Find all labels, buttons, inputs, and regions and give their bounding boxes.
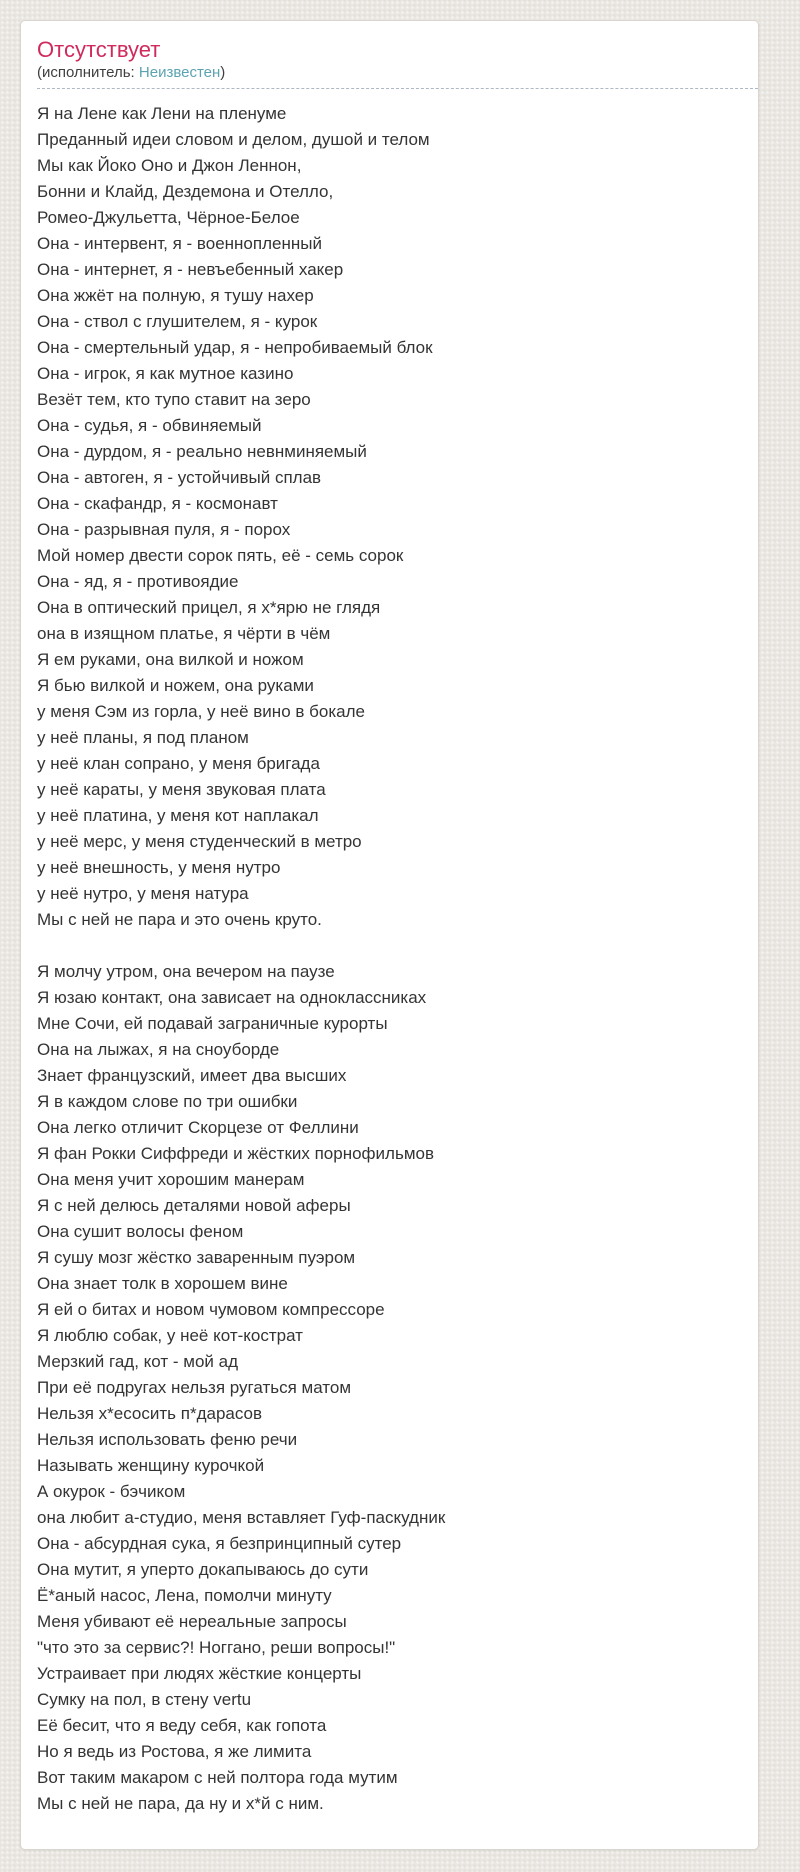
lyric-line: Она - абсурдная сука, я безпринципный сутер bbox=[37, 1534, 402, 1553]
lyric-line: Она меня учит хорошим манерам bbox=[37, 1170, 305, 1189]
lyric-line: Мерзкий гад, кот - мой ад bbox=[37, 1352, 239, 1371]
lyric-line: Я сушу мозг жёстко заваренным пуэром bbox=[37, 1248, 356, 1267]
lyric-line: Ё*аный насос, Лена, помолчи минуту bbox=[37, 1586, 332, 1605]
lyric-line: у неё клан сопрано, у меня бригада bbox=[37, 754, 320, 773]
lyric-line: Она жжёт на полную, я тушу нахер bbox=[37, 286, 314, 305]
lyric-line: Называть женщину курочкой bbox=[37, 1456, 265, 1475]
lyric-line: у неё планы, я под планом bbox=[37, 728, 249, 747]
lyric-line: А окурок - бэчиком bbox=[37, 1482, 186, 1501]
lyric-line: Сумку на пол, в стену vertu bbox=[37, 1690, 252, 1709]
lyric-line: Мы как Йоко Оно и Джон Леннон, bbox=[37, 156, 302, 175]
lyric-line: Она - интернет, я - невъебенный хакер bbox=[37, 260, 344, 279]
artist-close-paren: ) bbox=[220, 64, 226, 81]
lyric-line: Я с ней делюсь деталями новой аферы bbox=[37, 1196, 351, 1215]
lyric-line: Я люблю собак, у неё кот-кострат bbox=[37, 1326, 303, 1345]
artist-line bbox=[37, 64, 758, 82]
lyric-line: Везёт тем, кто тупо ставит на зеро bbox=[37, 390, 311, 409]
lyric-line: Она - яд, я - противоядие bbox=[37, 572, 239, 591]
lyric-line: Она - игрок, я как мутное казино bbox=[37, 364, 294, 383]
lyric-line: у неё нутро, у меня натура bbox=[37, 884, 249, 903]
lyric-line: Она - автоген, я - устойчивый сплав bbox=[37, 468, 322, 487]
lyric-line: Я молчу утром, она вечером на паузе bbox=[37, 962, 335, 981]
lyric-line: Знает французский, имеет два высших bbox=[37, 1066, 347, 1085]
page-title: Отсутствует bbox=[37, 37, 161, 62]
lyric-line: Ромео-Джульетта, Чёрное-Белое bbox=[37, 208, 300, 227]
lyric-line: у неё платина, у меня кот наплакал bbox=[37, 806, 319, 825]
lyric-line: Мне Сочи, ей подавай заграничные курорты bbox=[37, 1014, 388, 1033]
lyric-line: Бонни и Клайд, Дездемона и Отелло, bbox=[37, 182, 334, 201]
lyric-line: Я бью вилкой и ножем, она руками bbox=[37, 676, 314, 695]
lyric-line: у неё мерс, у меня студенческий в метро bbox=[37, 832, 362, 851]
lyric-line: у неё караты, у меня звуковая плата bbox=[37, 780, 326, 799]
lyric-line: Вот таким макаром с ней полтора года мутим bbox=[37, 1768, 398, 1787]
lyric-line: Она - смертельный удар, я - непробиваемый блок bbox=[37, 338, 433, 357]
lyric-line: Преданный идеи словом и делом, душой и телом bbox=[37, 130, 430, 149]
lyric-line: Я юзаю контакт, она зависает на одноклассниках bbox=[37, 988, 427, 1007]
lyrics-stanza bbox=[37, 101, 739, 933]
lyric-line: Она - судья, я - обвиняемый bbox=[37, 416, 262, 435]
lyric-line: Мой номер двести сорок пять, её - семь сорок bbox=[37, 546, 404, 565]
lyric-line: Устраивает при людях жёсткие концерты bbox=[37, 1664, 362, 1683]
lyric-line: Я на Лене как Лени на пленуме bbox=[37, 104, 287, 123]
artist-label: (исполнитель: bbox=[37, 64, 135, 81]
lyric-line: Мы с ней не пара, да ну и х*й с ним. bbox=[37, 1794, 324, 1813]
lyric-line: При её подругах нельзя ругаться матом bbox=[37, 1378, 352, 1397]
song-header bbox=[37, 37, 758, 89]
lyric-line: Она мутит, я уперто докапываюсь до сути bbox=[37, 1560, 369, 1579]
lyric-line: Я ем руками, она вилкой и ножом bbox=[37, 650, 304, 669]
lyric-line: Она в оптический прицел, я х*ярю не глядя bbox=[37, 598, 381, 617]
lyric-line: "что это за сервис?! Ноггано, реши вопросы!" bbox=[37, 1638, 396, 1657]
lyric-line: Мы с ней не пара и это очень круто. bbox=[37, 910, 322, 929]
lyric-line: Меня убивают её нереальные запросы bbox=[37, 1612, 347, 1631]
lyric-line: Она сушит волосы феном bbox=[37, 1222, 244, 1241]
lyric-line: она в изящном платье, я чёрти в чём bbox=[37, 624, 331, 643]
lyric-line: Но я ведь из Ростова, я же лимита bbox=[37, 1742, 312, 1761]
lyric-line: Она - интервент, я - военнопленный bbox=[37, 234, 322, 253]
artist-link[interactable]: Неизвестен bbox=[138, 64, 221, 81]
lyric-line: она любит а-студио, меня вставляет Гуф-паскудник bbox=[37, 1508, 446, 1527]
lyrics-stanza bbox=[37, 959, 739, 1817]
lyric-line: у меня Сэм из горла, у неё вино в бокале bbox=[37, 702, 365, 721]
lyric-line: Она - дурдом, я - реально невнминяемый bbox=[37, 442, 367, 461]
lyric-line: Она - разрывная пуля, я - порох bbox=[37, 520, 291, 539]
lyric-line: Она - ствол с глушителем, я - курок bbox=[37, 312, 318, 331]
lyric-line: Она на лыжах, я на сноуборде bbox=[37, 1040, 280, 1059]
lyric-line: Её бесит, что я веду себя, как гопота bbox=[37, 1716, 327, 1735]
lyric-line: Я ей о битах и новом чумовом компрессоре bbox=[37, 1300, 385, 1319]
lyric-line: Нельзя х*есосить п*дарасов bbox=[37, 1404, 263, 1423]
lyric-line: Я в каждом слове по три ошибки bbox=[37, 1092, 298, 1111]
lyric-line: Она знает толк в хорошем вине bbox=[37, 1274, 288, 1293]
lyric-line: Нельзя использовать феню речи bbox=[37, 1430, 298, 1449]
lyric-line: у неё внешность, у меня нутро bbox=[37, 858, 281, 877]
lyric-line: Она легко отличит Скорцезе от Феллини bbox=[37, 1118, 359, 1137]
lyrics bbox=[37, 101, 739, 1817]
lyric-line: Она - скафандр, я - космонавт bbox=[37, 494, 278, 513]
lyric-line: Я фан Рокки Сиффреди и жёстких порнофильмов bbox=[37, 1144, 434, 1163]
lyrics-card bbox=[20, 20, 759, 1850]
